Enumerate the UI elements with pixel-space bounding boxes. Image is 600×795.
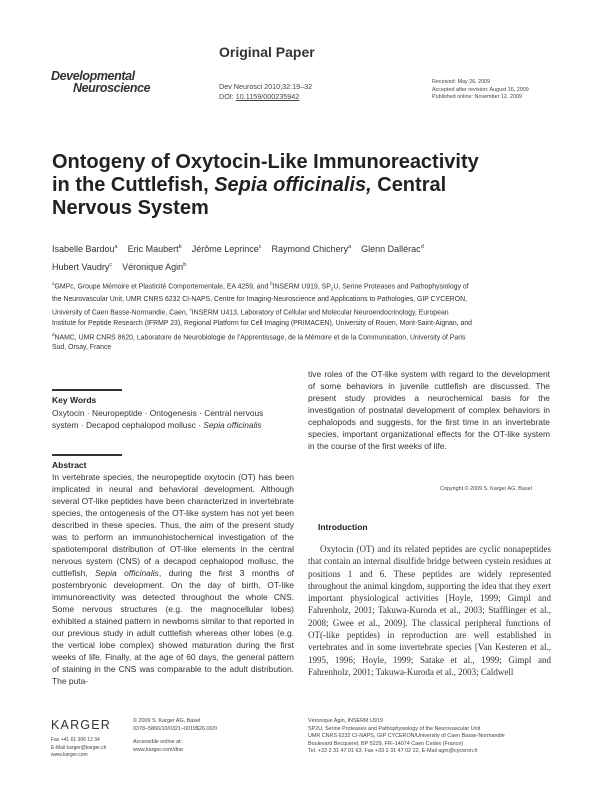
corr-line4: Boulevard Becquerel, BP 5229, FR–14074 Caen Cedex (France) <box>308 740 464 747</box>
author: Raymond Chichery <box>271 244 349 254</box>
issn-line: 0378–5866/10/0321–0019$26.00/0 <box>133 725 217 732</box>
article-title <box>52 151 492 220</box>
correspondence <box>308 718 505 756</box>
copyright-line: © 2009 S. Karger AG, Basel <box>133 718 201 724</box>
affiliation-b: INSERM U919, SP <box>272 283 331 291</box>
authors-line2 <box>52 257 532 275</box>
journal-logo-line2: Neuroscience <box>73 81 151 95</box>
abstract-species: Sepia officinalis <box>95 568 159 578</box>
abstract-continuation: tive roles of the OT-like system with regard to the development of some behaviors in juvenile cuttlefish are discussed. The present study provides a neurochemical basis for the investigation of postnatal development of complex behaviors in cephalopods and suggests, for the first time in an invertebrate species, important organizational effects for the OT-like system in the course of the first weeks of life. <box>308 369 550 451</box>
keywords-text <box>52 407 292 431</box>
affiliation-a: GMPc, Groupe Mémoire et Plasticité Comportementale, EA 4259, and <box>54 283 271 291</box>
doi-link[interactable]: 10.1159/000235942 <box>235 92 300 101</box>
title-part2: Central Nervous System <box>52 174 447 219</box>
introduction-body: Oxytocin (OT) and its related peptides are cyclic nonapeptides that contain an internal disulfide bridge between cystein residues at positions 1 and 6. These peptides are widely represented throughout the animal kingdom, supporting the idea that they exert important physiological activities [Hoyle, 1999; Gimpl and Fahrenholz, 2001; Takuwa-Kuroda et al., 2003; Stafflinger et al., 2008; Gwee et al., 2009]. The classical peripheral functions of OT(-like peptides) in reproduction are well established in vertebrates and in some invertebrate species [Van Kesteren et al., 1995, 1996; Hoyle, 1999; Satake et al., 1999; Gimpl and Fahrenholz, 2001; Takuwa-Kuroda et al., 2003; Caldwell <box>308 544 551 677</box>
corr-line3: UMR CNRS 6232 CI-NAPS, GIP CYCERON/University of Caen Basse-Normandie <box>308 733 505 739</box>
keywords-heading: Key Words <box>52 395 97 405</box>
abstract-rule <box>52 454 122 456</box>
author-affil-mark: c <box>109 262 113 268</box>
author-affil-mark: c <box>258 244 262 250</box>
author: Isabelle Bardou <box>52 244 115 254</box>
received-date: Received: May 26, 2009 <box>432 79 491 85</box>
authors-line1 <box>52 239 532 257</box>
section-label: Original Paper <box>219 44 315 60</box>
keywords-rule <box>52 389 122 391</box>
accepted-date: Accepted after revision: August 16, 2009 <box>432 86 529 93</box>
author: Véronique Agin <box>122 262 184 272</box>
publisher-email: E-Mail karger@karger.ch <box>51 744 107 751</box>
abstract-body <box>52 471 294 687</box>
online-url[interactable]: www.karger.com/dne <box>133 746 184 753</box>
author-affil-mark: b <box>178 244 182 250</box>
citation <box>219 82 312 102</box>
corr-line5: Tel. +33 2 31 47 01 63, Fax +33 2 31 47 02 22, E-Mail agin@cyceron.fr <box>308 748 478 754</box>
affiliation-c: INSERM U413, Laboratory of Cellular and Molecular Neuroendocrinology, European Institute for Peptide Research (IFRMP 23), Regional Platform for Cell Imaging (PRIMACEN), University of Rouen, Mont-Saint-Aignan, and <box>52 309 472 328</box>
journal-logo <box>51 70 171 94</box>
author: Glenn Dallérac <box>361 244 421 254</box>
corr-name: Véronique Agin, INSERM U919 <box>308 718 383 724</box>
author-affil-mark: d <box>420 244 424 250</box>
affiliations: $^a$GMPc, Groupe Mémoire et Plasticité Comportementale, EA 4259, and $^b$INSERM U919, $SP_2U$, Serine Proteases and Pathophysiology of the Neurovascular Unit, UMR CNRS 6232 CI-NAPS, Centre for Imaging-Neuroscience and Applications to Pathologies, GIP CYCERON, University of Caen Basse-Normandie, Caen, $^c$INSERM U413, Laboratory of Cellular and Molecular Neuroendocrinology, European Institute for Peptide Research (IFRMP 23), Regional Platform for Cell Imaging (PRIMACEN), University of Rouen, Mont-Saint-Aignan, and $^d$NAMC, UMR CNRS 8620, Laboratoire de Neurobiologie de l’Apprentissage, de la Mémoire et de la Communication, University of Paris Sud, Orsay, France <box>52 281 472 352</box>
corr-line2: SP2U, Serine Proteases and Pathophysiology of the Neurovascular Unit <box>308 725 481 732</box>
published-date: Published online: November 12, 2009 <box>432 94 522 100</box>
journal-logo-line1: Developmental <box>51 69 135 83</box>
title-species: Sepia officinalis, <box>214 174 372 196</box>
publisher-logo: KARGER <box>51 718 111 732</box>
citation-line: Dev Neurosci 2010;32:19–32 <box>219 82 313 91</box>
author: Hubert Vaudry <box>52 262 110 272</box>
article-dates <box>432 79 529 102</box>
author: Jérôme Leprince <box>191 244 259 254</box>
introduction-heading: Introduction <box>318 522 368 532</box>
author-affil-mark: a <box>114 244 118 250</box>
abstract-heading: Abstract <box>52 460 87 470</box>
keywords-species: Sepia officinalis <box>203 420 262 430</box>
publisher-fax: Fax +41 61 306 12 34 <box>51 737 100 743</box>
publisher-web[interactable]: www.karger.com <box>51 752 88 758</box>
affiliation-d: NAMC, UMR CNRS 8620, Laboratoire de Neurobiologie de l’Apprentissage, de la Mémoire et de la Communication, University of Paris Sud, Orsay, France <box>52 333 466 352</box>
title-part1: Ontogeny of Oxytocin-Like Immunoreactivity in the Cuttlefish, <box>52 151 479 196</box>
accessible-label: Accessible online at: <box>133 739 183 745</box>
abstract-p1: In vertebrate species, the neuropeptide oxytocin (OT) has been implicated in neural and behavioral development. Although several OT-like peptides have been characterized in invertebrate species, the ontogenesis of the OT-like system has not yet been described in these species. Thus, the aim of the present study was to perform an immunohistochemical investigation of the spatiotemporal distribution of OT-like elements in the central nervous system (CNS) of a decapod cephalopod mollusc, the cuttlefish, <box>52 472 294 578</box>
affiliation-b-cont: U, Serine Proteases and Pathophysiology of the Neurovascular Unit, UMR CNRS 6232 CI-NAPS, Centre for Imaging-Neuroscience and Applications to Pathologies, GIP CYCERON, University of Caen Basse-Normandie, Caen, <box>52 283 469 317</box>
author: Eric Maubert <box>127 244 179 254</box>
doi-line <box>219 92 312 102</box>
copyright-info <box>133 718 217 754</box>
doi-prefix: DOI: <box>219 92 236 101</box>
copyright-notice: Copyright © 2009 S. Karger AG, Basel <box>440 486 532 492</box>
author-affil-mark: a <box>348 244 352 250</box>
author-list <box>52 239 532 275</box>
abstract-p1-end: , during the first 3 months of postembryonic development. On the day of birth, OT-like immunoreactivity was detected throughout the whole CNS. Some nervous structures (e.g. the magnocellular lobes) exhibited a stained pattern in newborns similar to that reported in our previous study in adult cuttlefish whereas other lobes (e.g. the vertical lobe complex) showed maturation during the first weeks of life. Finally, at the age of 60 days, the general pattern of staining in the CNS was comparable to the adult distribution. The puta- <box>52 568 295 686</box>
keywords-list: Oxytocin · Neuropeptide · Ontogenesis · Central nervous system · Decapod cephalopod mollusc · <box>52 408 264 430</box>
publisher-contact <box>51 737 106 760</box>
author-affil-mark: b <box>183 262 187 268</box>
